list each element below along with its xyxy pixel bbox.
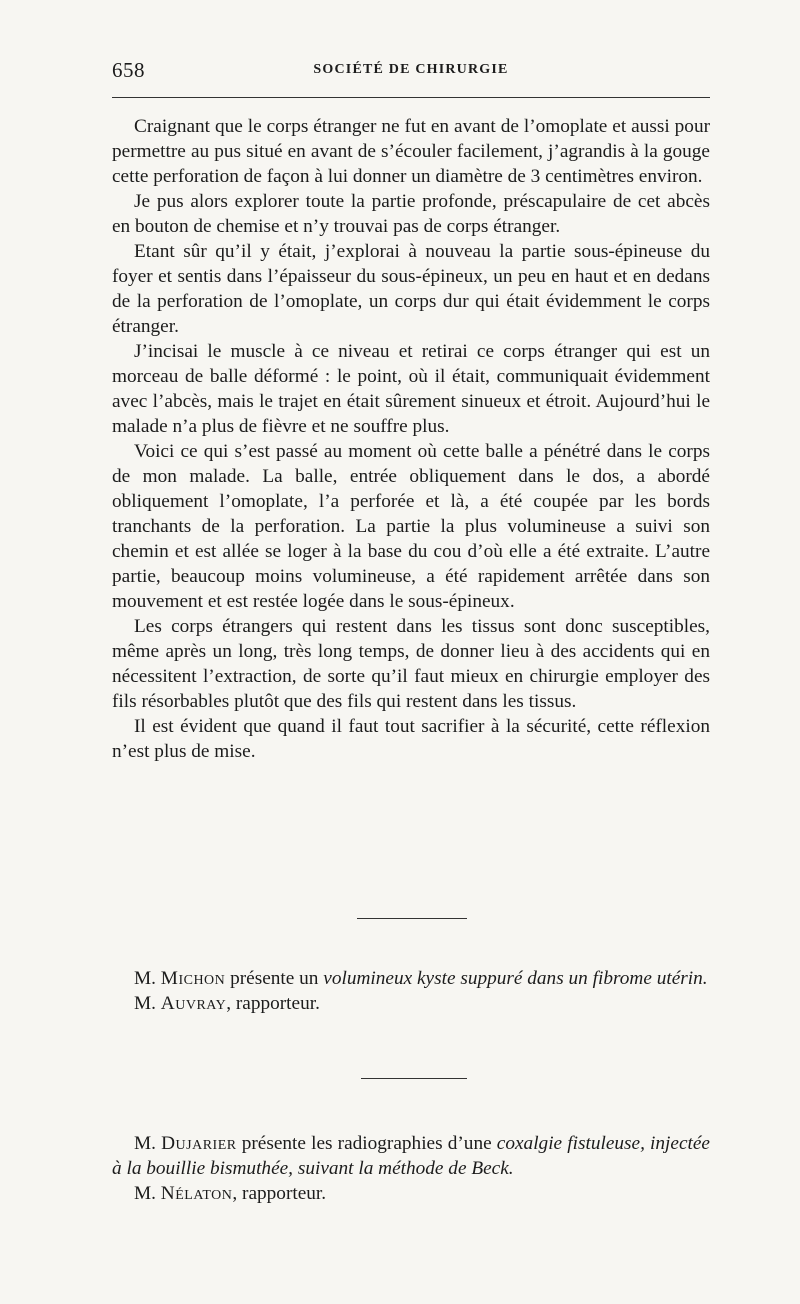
paragraph: Voici ce qui s’est passé au moment où cette balle a pénétré dans le corps de mon malade. La balle, entrée obliquement dans le dos, a abordé obliquement l’omoplate, l’a perforée et là, a été coupée par les bords tranchants de la perforation. La partie la plus volumineuse a suivi son chemin et est allée se loger à la base du cou d’où elle a été extraite. L’autre partie, beaucoup moins volumineuse, a été rapidement arrêtée dans son mouvement et est restée logée dans le sous-épineux. (112, 441, 710, 612)
rapporteur-line (112, 991, 710, 1016)
section-separator (361, 1078, 467, 1079)
rapporteur-title: M. (134, 1183, 156, 1204)
rapporteur-name: Auvray (160, 993, 227, 1014)
rapporteur-role: , rapporteur. (232, 1183, 327, 1204)
paragraph: Il est évident que quand il faut tout sacrifier à la sécurité, cette réflexion n’est plus de mise. (112, 716, 710, 762)
rapporteur-role: , rapporteur. (226, 993, 320, 1014)
rapporteur-line (112, 1181, 710, 1206)
paragraph: Etant sûr qu’il y était, j’explorai à nouveau la partie sous-épineuse du foyer et sentis dans l’épaisseur du sous-épineux, un peu en haut et en dedans de la perforation de l’omoplate, un corps dur qui était évidemment le corps étranger. (112, 241, 710, 337)
page-number: 658 (112, 58, 145, 82)
paragraph: Craignant que le corps étranger ne fut en avant de l’omoplate et aussi pour permettre au pus situé en avant de s’écouler facilement, j’agrandis à la gouge cette perforation de façon à lui donner un diamètre de 3 centimètres environ. (112, 116, 710, 187)
header-rule (112, 97, 710, 98)
article-body (112, 114, 710, 764)
presentation-line (112, 1131, 710, 1181)
presentation-subject: volumineux kyste suppuré dans un fibrome utérin. (323, 968, 708, 989)
presentation-subject: coxalgie fistuleuse, injectée à la bouillie bismuthée, suivant la méthode de Beck. (112, 1133, 710, 1179)
page-header (112, 58, 710, 88)
presenter-title: M. (134, 1133, 156, 1154)
presenter-name: Michon (160, 968, 226, 989)
rapporteur-title: M. (134, 993, 156, 1014)
presentation-verb: présente les radiographies d’une (241, 1133, 492, 1154)
presentation-notice (112, 966, 710, 1016)
paragraph: J’incisai le muscle à ce niveau et retirai ce corps étranger qui est un morceau de balle déformé : le point, où il était, communiquait évidemment avec l’abcès, mais le trajet en était sûrement sinueux et étroit. Aujourd’hui le malade n’a plus de fièvre et ne souffre plus. (112, 341, 710, 437)
rapporteur-name: Nélaton (160, 1183, 233, 1204)
section-separator (357, 918, 467, 919)
presentation-verb: présente un (230, 968, 319, 989)
presentation-line (112, 966, 710, 991)
running-title: SOCIÉTÉ DE CHIRURGIE (313, 62, 509, 77)
presenter-title: M. (134, 968, 156, 989)
presentation-notice (112, 1131, 710, 1206)
presenter-name: Dujarier (161, 1133, 237, 1154)
paragraph: Les corps étrangers qui restent dans les tissus sont donc susceptibles, même après un long, très long temps, de donner lieu à des accidents qui en nécessitent l’extraction, de sorte qu’il faut mieux en chirurgie employer des fils résorbables plutôt que des fils qui restent dans les tissus. (112, 616, 710, 712)
paragraph: Je pus alors explorer toute la partie profonde, préscapulaire de cet abcès en bouton de chemise et n’y trouvai pas de corps étranger. (112, 191, 710, 237)
